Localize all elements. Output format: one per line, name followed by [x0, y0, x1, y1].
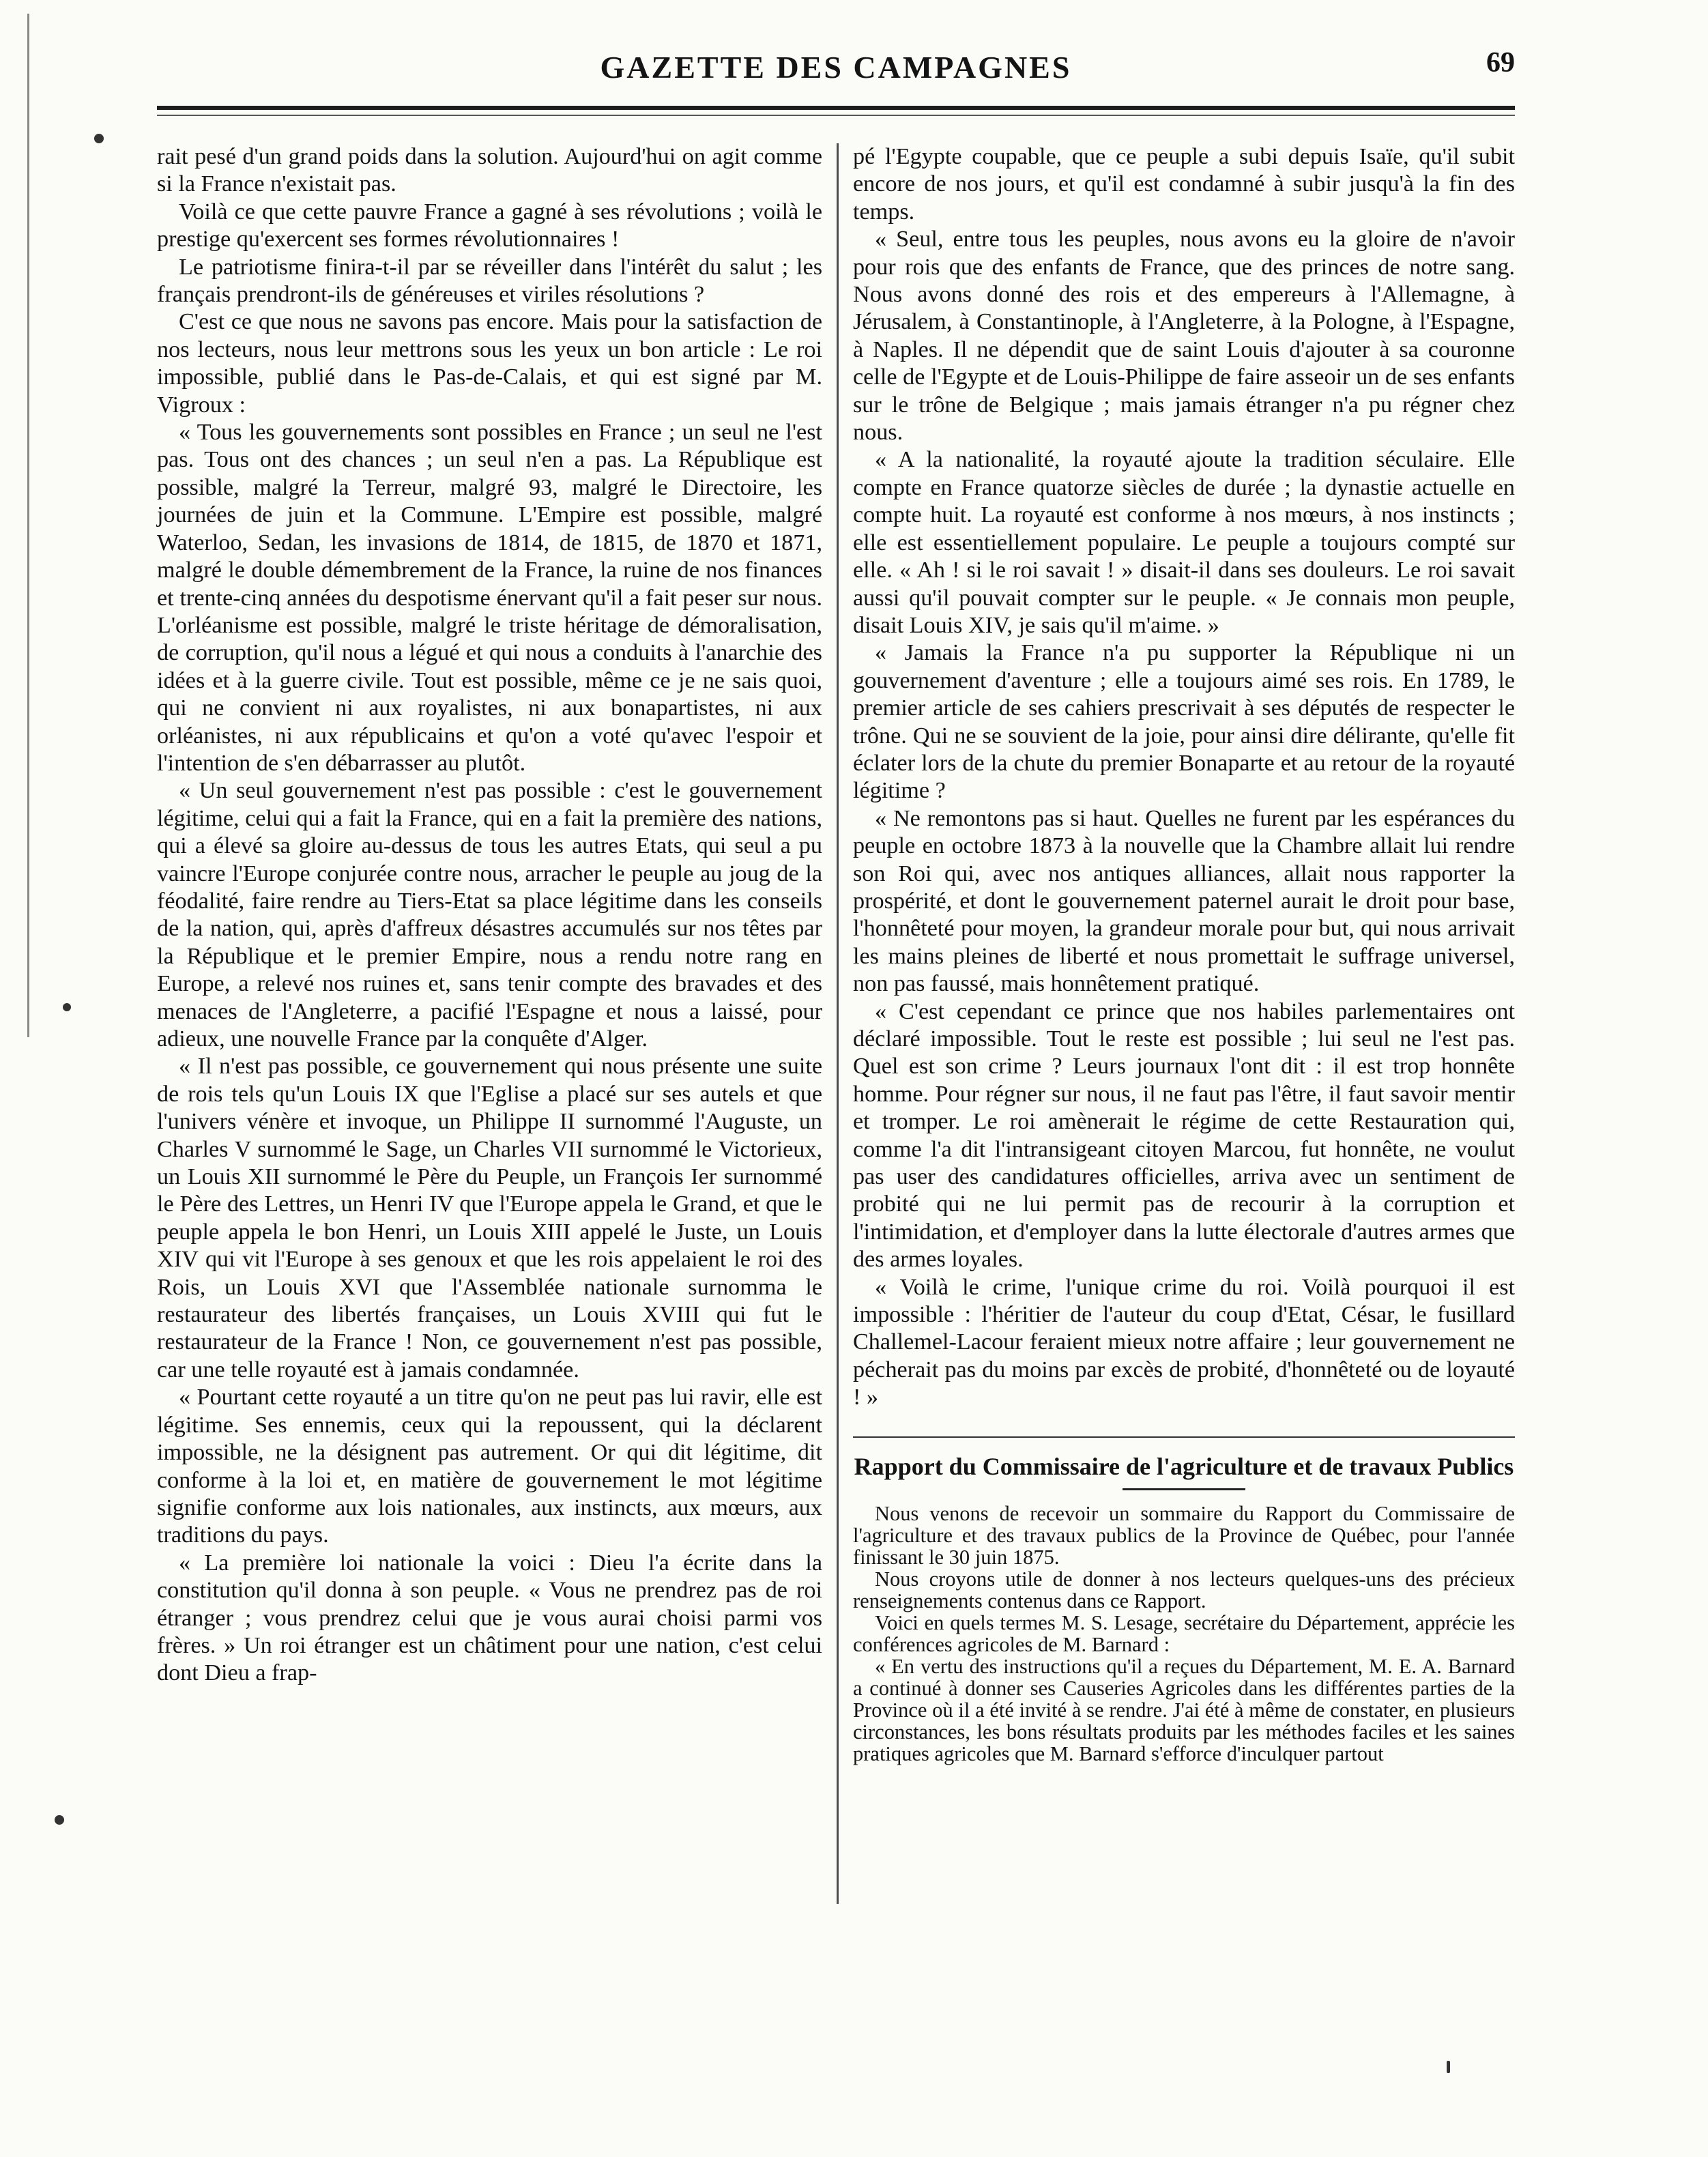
paragraph: Nous croyons utile de donner à nos lecteurs quelques-uns des précieux renseignements contenus dans ce Rapport.	[853, 1567, 1515, 1612]
paragraph: « Jamais la France n'a pu supporter la République ni un gouvernement d'aventure ; elle a toujours aimé ses rois. En 1789, le premier article de ses cahiers prescrivait à ses députés de respecter le trône. Qui ne se souvient de la joie, pour ainsi dire délirante, qu'elle fit éclater lors de la chute du premier Bonaparte et au retour de la royauté légitime ?	[853, 640, 1515, 804]
title-underline	[1123, 1488, 1245, 1490]
paragraph: Nous venons de recevoir un sommaire du Rapport du Commissaire de l'agriculture et des travaux publics de la Province de Québec, pour l'année finissant le 30 juin 1875.	[853, 1501, 1515, 1569]
right-column	[853, 143, 1515, 1765]
paragraph: Voilà ce que cette pauvre France a gagné à ses révolutions ; voilà le prestige qu'exercent ses formes révolutionnaires !	[157, 199, 822, 252]
page-number: 69	[1486, 47, 1515, 78]
paragraph: « A la nationalité, la royauté ajoute la tradition séculaire. Elle compte en France quatorze siècles de durée ; la dynastie actuelle en compte huit. La royauté est conforme à nos mœurs, à nos instincts ; elle est essentiellement populaire. Le peuple a toujours compté sur elle. « Ah ! si le roi savait ! » disait-il dans ses douleurs. Le roi savait aussi qu'il pouvait compter sur le peuple. « Je connais mon peuple, disait Louis XIV, je sais qu'il m'aime. »	[853, 447, 1515, 638]
ink-speck	[63, 1003, 71, 1011]
paragraph: Le patriotisme finira-t-il par se réveiller dans l'intérêt du salut ; les français prendront-ils de généreuses et viriles résolutions ?	[157, 254, 822, 308]
paragraph: rait pesé d'un grand poids dans la solution. Aujourd'hui on agit comme si la France n'existait pas.	[157, 144, 822, 197]
paragraph: pé l'Egypte coupable, que ce peuple a subi depuis Isaïe, qu'il subit encore de nos jours, et qu'il est condamné à subir jusqu'à la fin des temps.	[853, 144, 1515, 225]
section-title: Rapport du Commissaire de l'agriculture et de travaux Publics	[854, 1452, 1514, 1480]
paragraph: « En vertu des instructions qu'il a reçues du Département, M. E. A. Barnard a continué à donner ses Causeries Agricoles dans les différentes parties de la Province où il a été invité à se rendre. J'ai été à même de constater, en plusieurs circonstances, les bons résultats produits par les méthodes faciles et les saines pratiques agricoles que M. Barnard s'efforce d'inculquer partout	[853, 1654, 1515, 1765]
ink-speck	[55, 1815, 64, 1825]
paragraph: « Pourtant cette royauté a un titre qu'on ne peut pas lui ravir, elle est légitime. Ses ennemis, ceux qui la repoussent, qui la déclarent impossible, ne la désignent pas autrement. Or qui dit légitime, dit conforme à la loi et, en matière de gouvernement le mot légitime signifie conforme aux lois nationales, aux instincts, aux mœurs, aux traditions du pays.	[157, 1385, 822, 1548]
paragraph: « La première loi nationale la voici : Dieu l'a écrite dans la constitution qu'il donna à son peuple. « Vous ne prendrez pas de roi étranger ; vous prendrez celui que je vous aurai choisi parmi vos frères. » Un roi étranger est un châtiment pour une nation, c'est celui dont Dieu a frap-	[157, 1550, 822, 1686]
page-margin-rule	[27, 14, 29, 1037]
paragraph: « Un seul gouvernement n'est pas possible : c'est le gouvernement légitime, celui qui a fait la France, qui en a fait la première des nations, qui a élevé sa gloire au-dessus de tous les autres Etats, qui seul a pu vaincre l'Europe conjurée contre nous, arracher le peuple au joug de la féodalité, faire rendre au Tiers-Etat sa place légitime dans les conseils de la nation, qui, après d'affreux désastres accumulés sur nos têtes par la République et le premier Empire, nous a rendu notre rang en Europe, a relevé nos ruines et, sans tenir compte des bravades et des menaces de l'Angleterre, a pacifié l'Espagne et nous a laissé, pour adieux, une nouvelle France par la conquête d'Alger.	[157, 778, 822, 1052]
paragraph: « Voilà le crime, l'unique crime du roi. Voilà pourquoi il est impossible : l'héritier de l'auteur du coup d'Etat, César, le fusillard Challemel-Lacour feraient mieux notre affaire ; leur gouvernement ne pécherait pas du moins par excès de probité, d'honnêteté ou de loyauté ! »	[853, 1274, 1515, 1410]
report-section	[853, 1503, 1515, 1765]
ink-speck	[1447, 2061, 1450, 2073]
left-column	[157, 143, 822, 1688]
paragraph: Voici en quels termes M. S. Lesage, secrétaire du Département, apprécie les conférences agricoles de M. Barnard :	[853, 1610, 1515, 1656]
paragraph: « C'est cependant ce prince que nos habiles parlementaires ont déclaré impossible. Tout le reste est possible ; lui seul ne l'est pas. Quel est son crime ? Leurs journaux l'ont dit : il est trop honnête homme. Pour régner sur nous, il ne faut pas l'être, il faut savoir mentir et tromper. Le roi amènerait le régime de cette Restauration qui, comme l'a dit l'intransigeant citoyen Marcou, fut honnête, ne voulut pas user des candidatures officielles, arriva avec un sentiment de probité qui ne lui permit pas de recourir à la corruption et l'intimidation, et d'employer dans la lutte électorale d'autres armes que des armes loyales.	[853, 998, 1515, 1273]
section-rule	[853, 1436, 1515, 1438]
paragraph: « Il n'est pas possible, ce gouvernement qui nous présente une suite de rois tels qu'un Louis IX que l'Eglise a placé sur ses autels et que l'univers vénère et invoque, un Philippe II surnommé l'Auguste, un Charles V surnommé le Sage, un Charles VII surnommé le Victorieux, un Louis XII surnommé le Père du Peuple, un François Ier surnommé le Père des Lettres, un Henri IV que l'Europe appela le Grand, et que le peuple appela le bon Henri, un Louis XIII appelé le Juste, un Louis XIV qui vit l'Europe à ses genoux et que les rois appelaient le roi des Rois, un Louis XVI que l'Assemblée nationale surnomma le restaurateur des libertés françaises, un Louis XVIII qui fut le restaurateur de la France ! Non, ce gouvernement n'est pas possible, car une telle royauté est à jamais condamnée.	[157, 1054, 822, 1382]
header-rule-thin	[157, 115, 1515, 116]
paragraph: « Seul, entre tous les peuples, nous avons eu la gloire de n'avoir pour rois que des enfants de France, que des princes de notre sang. Nous avons donné des rois et des empereurs à l'Allemagne, à Jérusalem, à Constantinople, à l'Angleterre, à la Pologne, à l'Espagne, à Naples. Il ne dépendit que de saint Louis d'ajouter à sa couronne celle de l'Egypte et de Louis-Philippe de faire asseoir un de ses enfants sur le trône de Belgique ; mais jamais étranger n'a pu régner chez nous.	[853, 227, 1515, 446]
ink-speck	[94, 134, 104, 143]
paragraph: « Ne remontons pas si haut. Quelles ne furent par les espérances du peuple en octobre 1873 à la nouvelle que la Chambre allait lui rendre son Roi qui, avec nos antiques alliances, allait nous rapporter la prospérité, et dont le gouvernement paternel aurait le droit pour base, l'honnêteté pour moyen, la grandeur morale pour but, qui nous arrivait les mains pleines de liberté et nous promettait le suffrage universel, non pas faussé, mais honnêtement pratiqué.	[853, 805, 1515, 997]
header-rule	[157, 106, 1515, 110]
column-divider	[837, 143, 839, 1904]
newspaper-title: GAZETTE DES CAMPAGNES	[600, 50, 1072, 85]
page-header	[157, 41, 1515, 102]
paragraph: « Tous les gouvernements sont possibles en France ; un seul ne l'est pas. Tous ont des chances ; un seul n'en a pas. La République est possible, malgré la Terreur, malgré 93, malgré le Directoire, les journées de juin et la Commune. L'Empire est possible, malgré Waterloo, Sedan, les invasions de 1814, de 1815, de 1870 et 1871, malgré le double démembrement de la France, la ruine de nos finances et trente-cinq années du despotisme énervant qu'il a fait peser sur nous. L'orléanisme est possible, malgré le triste héritage de démoralisation, de corruption, qu'il nous a légué et qui nous a conduits à l'anarchie des idées et à la guerre civile. Tout est possible, même ce je ne sais quoi, qui ne convient ni aux royalistes, ni aux bonapartistes, ni aux orléanistes, ni aux républicains et qu'on a voté qu'avec l'espoir et l'intention de s'en débarrasser au plutôt.	[157, 420, 822, 776]
paragraph: C'est ce que nous ne savons pas encore. Mais pour la satisfaction de nos lecteurs, nous leur mettrons sous les yeux un bon article : Le roi impossible, publié dans le Pas-de-Calais, et qui est signé par M. Vigroux :	[157, 309, 822, 418]
